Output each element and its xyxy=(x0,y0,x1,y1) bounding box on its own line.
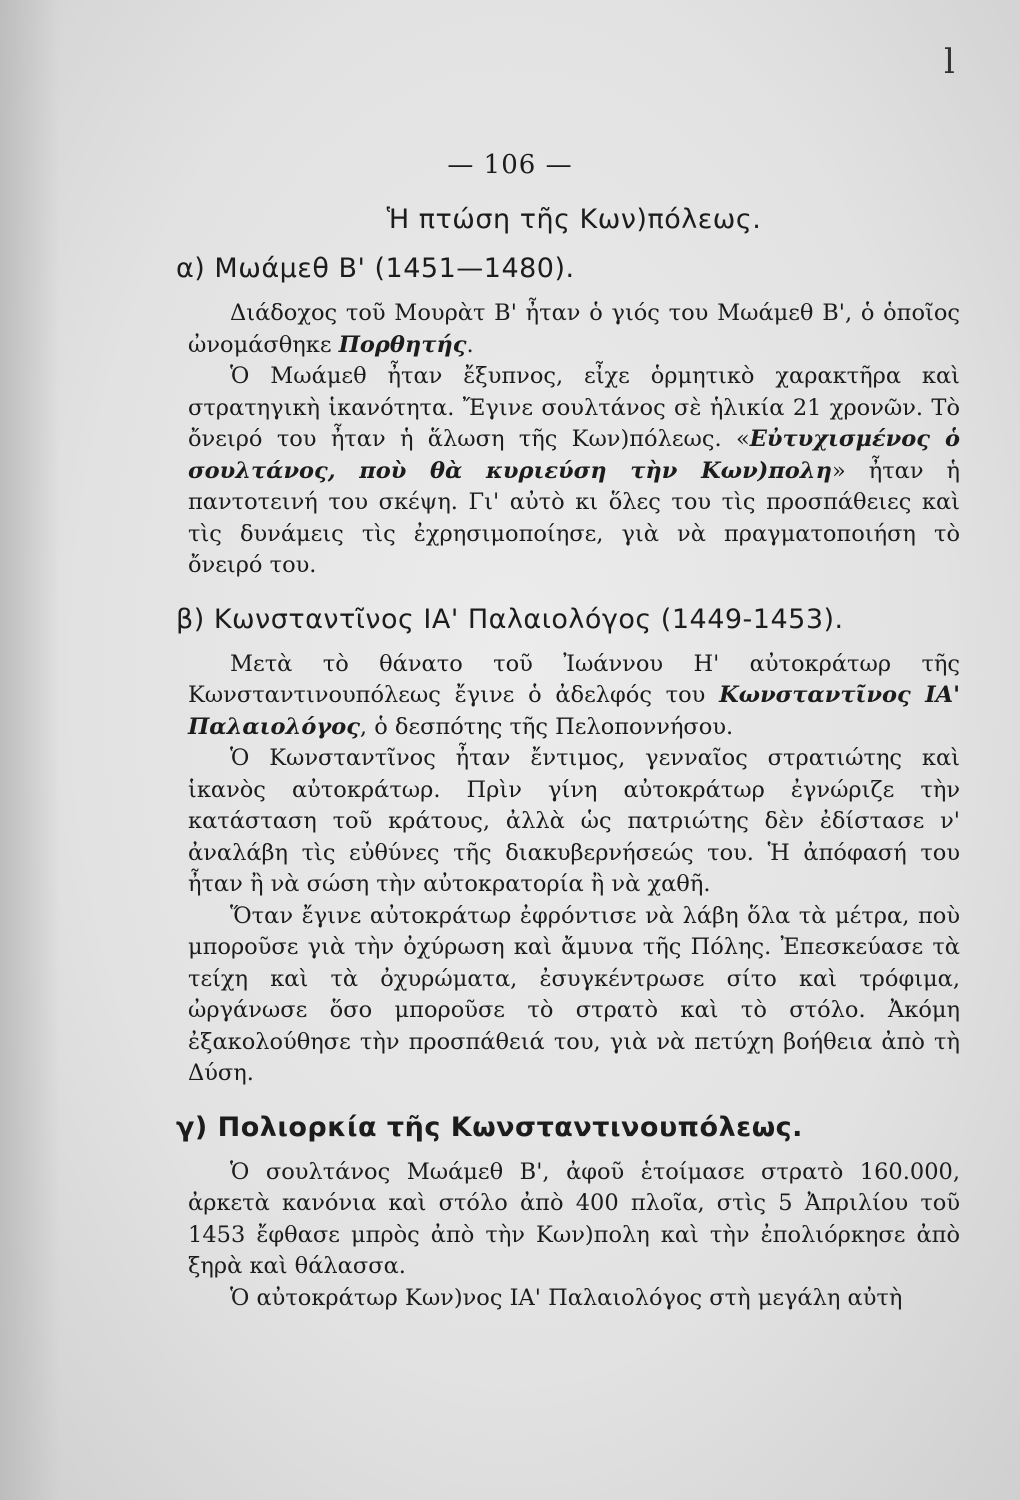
paragraph xyxy=(188,361,960,582)
page-number: — 106 — xyxy=(447,150,573,180)
text-run: Μετὰ τὸ θάνατο τοῦ Ἰωάννου Η' αὐτοκράτωρ τῆς Κωνσταντινουπόλεως ἔγινε ὁ ἀδελφός του xyxy=(188,650,960,708)
paragraph xyxy=(188,1283,960,1315)
text-run: , ὁ δεσπότης τῆς Πελοποννήσου. xyxy=(359,713,734,740)
paragraph xyxy=(188,649,960,744)
chapter-title: Ἡ πτώση τῆς Κων)πόλεως. xyxy=(386,204,762,235)
emphasis-text: Κωνσταντῖνος ΙΑ' Παλαιολόγος xyxy=(188,682,960,740)
paragraph xyxy=(188,1157,960,1283)
section-heading-alpha: α) Μωάμεθ Β' (1451—1480). xyxy=(176,253,575,284)
paragraph xyxy=(188,298,960,361)
text-run: Ὁ αὐτοκράτωρ Κων)νος ΙΑ' Παλαιολόγος στὴ μεγάλη αὐτὴ xyxy=(230,1284,903,1311)
text-run: Ὁ Κωνσταντῖνος ἦταν ἔντιμος, γενναῖος στρατιώτης καὶ ἱκανὸς αὐτοκράτωρ. Πρὶν γίνη αὐτοκράτωρ ἐγνώριζε τὴν κατάσταση τοῦ κράτους, ἀλλὰ ὡς πατριώτης δὲν ἐδίστασε ν' ἀναλάβη τὶς εὐθύνες τῆς διακυβερνήσεώς του. Ἡ ἀπόφασή του ἦταν ἢ νὰ σώση τὴν αὐτοκρατορία ἢ νὰ χαθῆ. xyxy=(188,745,960,897)
text-run: Διάδοχος τοῦ Μουρὰτ Β' ἦταν ὁ γιός του Μωάμεθ Β', ὁ ὁποῖος ὠνομάσθηκε xyxy=(188,300,960,358)
text-run: . xyxy=(466,331,474,358)
text-run: » ἦταν ἡ παντοτεινή του σκέψη. Γι' αὐτὸ κι ὅλες του τὶς προσπάθειες καὶ τὶς δυνάμεις τὶς ἐχρησιμοποίησε, γιὰ νὰ πραγματοποιήση τὸ ὄνειρό του. xyxy=(188,457,961,578)
page-edge-shadow xyxy=(0,0,60,1500)
page-content xyxy=(176,190,961,1314)
text-run: Ὅταν ἔγινε αὐτοκράτωρ ἐφρόντισε νὰ λάβη ὅλα τὰ μέτρα, ποὺ μποροῦσε γιὰ τὴν ὀχύρωση καὶ ἄμυνα τῆς Πόλης. Ἐπεσκεύασε τὰ τείχη καὶ τὰ ὀχυρώματα, ἐσυγκέντρωσε σίτο καὶ τρόφιμα, ὠργάνωσε ὅσο μποροῦσε τὸ στρατὸ καὶ τὸ στόλο. Ἀκόμη ἐξακολούθησε τὴν προσπάθειά του, γιὰ νὰ πετύχη βοήθεια ἀπὸ τὴ Δύση. xyxy=(188,902,960,1086)
section-heading-beta: β) Κωνσταντῖνος ΙΑ' Παλαιολόγος (1449-1453). xyxy=(176,603,844,635)
emphasis-quote: Εὐτυχισμένος ὁ σουλτάνος, ποὺ θὰ κυριεύση τὴν Κων)πολη xyxy=(188,426,960,484)
text-run: Ὁ Μωάμεθ ἦταν ἔξυπνος, εἶχε ὁρμητικὸ χαρακτῆρα καὶ στρατηγικὴ ἱκανότητα. Ἔγινε σουλτάνος σὲ ἡλικία 21 χρονῶν. Τὸ ὄνειρό του ἦταν ἡ ἅλωση τῆς Κων)πόλεως. « xyxy=(188,363,960,452)
emphasis-text: Πορθητής xyxy=(338,331,467,358)
section-heading-gamma: γ) Πολιορκία τῆς Κωνσταντινουπόλεως. xyxy=(176,1111,803,1143)
corner-mark: l xyxy=(944,42,955,82)
paragraph xyxy=(188,743,960,901)
paragraph xyxy=(188,901,960,1090)
text-run: Ὁ σουλτάνος Μωάμεθ Β', ἀφοῦ ἑτοίμασε στρατὸ 160.000, ἀρκετὰ κανόνια καὶ στόλο ἀπὸ 400 πλοῖα, στὶς 5 Ἀπριλίου τοῦ 1453 ἔφθασε μπρὸς ἀπὸ τὴν Κων)πολη καὶ τὴν ἐπολιόρκησε ἀπὸ ξηρὰ καὶ θάλασσα. xyxy=(188,1158,960,1279)
